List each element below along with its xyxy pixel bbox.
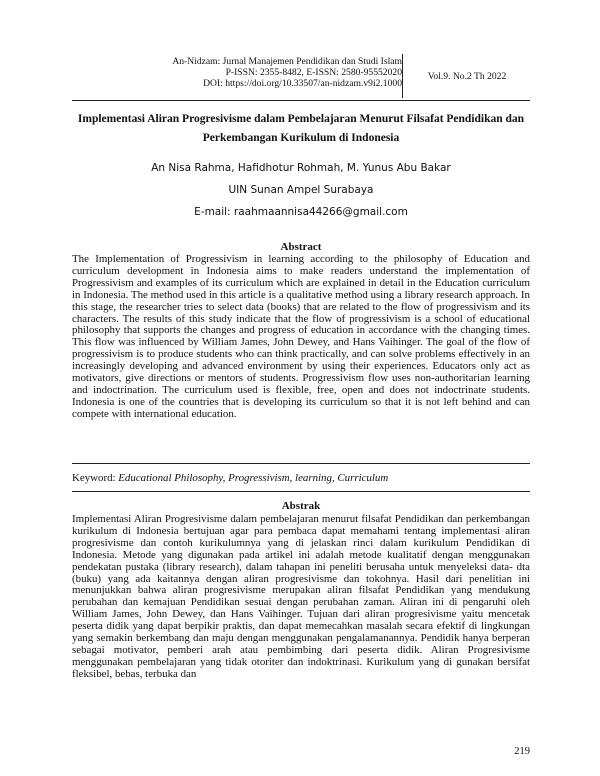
journal-name: An-Nidzam: Jurnal Manajemen Pendidikan dan Studi Islam xyxy=(172,56,402,67)
paper-title xyxy=(72,110,530,148)
abstrak-text: Implementasi Aliran Progresivisme dalam pembelajaran menurut filsafat Pendidikan dan perkembangan kurikulum di Indonesia bertujuan agar para pembaca dapat memahami tentang implementasi aliran progresivisme dan contoh kurikulumnya yang di jelaskan rinci dalam kurikulum Pendidikan di Indonesia. Metode yang digunakan pada artikel ini adalah metode kualitatif dengan menggunakan pendekatan pustaka (library research), dalam tahapan ini peneliti berusaha untuk menyeleksi data- dta (buku) yang ada kaitannya dengan aliran progresivisme dan tokohnya. Hasil dari penelitian ini menunjukkan bahwa aliran progresivisme merupakan aliran filsafat Pendidikan yang mendukung perubahan dan kemajuan Pendidikan sesuai dengan perubahan zaman. Aliran ini di pengaruhi oleh William James, John Dewey, dan Hans Vaihinger. Tujuan dari aliran progresivisme yaitu mencetak peserta didik yang dapat berpikir praktis, dan dapat memecahkan masalah secara efektif di lingkungan yang semakin berkembang dan maju dengan menggunakan pengalamanannya. Pendidik hanya berperan sebagai motivator, pemberi arah atau pembimbing dari peserta didik. Aliran Progresivisme menggunakan pembelajaran yang tidak otoriter dan indoktrinasi. Kurikulum yang di gunakan bersifat fleksibel, bebas, terbuka dan xyxy=(72,513,530,680)
abstract-text: The Implementation of Progressivism in learning according to the philosophy of Education and curriculum development in Indonesia aims to make readers understand the implementation of Progressivism and examples of its curriculum which are explained in detail in the Education curriculum in Indonesia. The method used in this article is a qualitative method using a library research approach. In this stage, the researcher tries to select data (books) that are related to the flow of progressivism and its characters. The results of this study indicate that the flow of progressivism is a school of educational philosophy that supports the changes and progress of education in accordance with the changing times. This flow was influenced by William James, John Dewey, and Hans Vaihinger. The goal of the flow of progressivism is to produce students who can think practically, and can solve problems effectively in an increasingly developing and advanced environment by using their experiences. Educators only act as motivators, give directions or mentors of students. Progressivism flow uses non-authoritarian learning and indoctrination. The curriculum used is flexible, free, open and does not indoctrinate students. Indonesia is one of the countries that is developing its curriculum so that it is not left behind and can compete with international education. xyxy=(72,253,530,420)
journal-issn: P-ISSN: 2355-8482, E-ISSN: 2580-95552020 xyxy=(225,67,402,78)
keyword-terms: Educational Philosophy, Progressivism, learning, Curriculum xyxy=(118,472,389,484)
paper-title-line-1: Implementasi Aliran Progresivisme dalam Pembelajaran Menurut Filsafat Pendidikan dan xyxy=(77,113,525,125)
abstract-divider-bottom xyxy=(72,491,530,492)
header-divider xyxy=(72,100,530,101)
author-affiliation: UIN Sunan Ampel Surabaya xyxy=(228,184,374,196)
abstract-heading: Abstract xyxy=(280,241,322,253)
journal-info xyxy=(72,56,402,89)
journal-doi[interactable]: DOI: https://doi.org/10.33507/an-nidzam.v9i2.1000 xyxy=(203,78,402,89)
abstract-divider-top xyxy=(72,463,530,464)
journal-header xyxy=(72,54,530,100)
paper-title-line-2: Perkembangan Kurikulum di Indonesia xyxy=(202,132,400,144)
keyword-label: Keyword: xyxy=(72,472,119,484)
keywords xyxy=(72,472,530,484)
paper-authors: An Nisa Rahma, Hafidhotur Rohmah, M. Yunus Abu Bakar xyxy=(151,162,451,174)
page-number: 219 xyxy=(514,746,530,757)
volume-info: Vol.9. No.2 Th 2022 xyxy=(402,54,531,98)
abstrak-heading: Abstrak xyxy=(281,500,321,512)
author-email[interactable]: E-mail: raahmaannisa44266@gmail.com xyxy=(194,206,408,218)
